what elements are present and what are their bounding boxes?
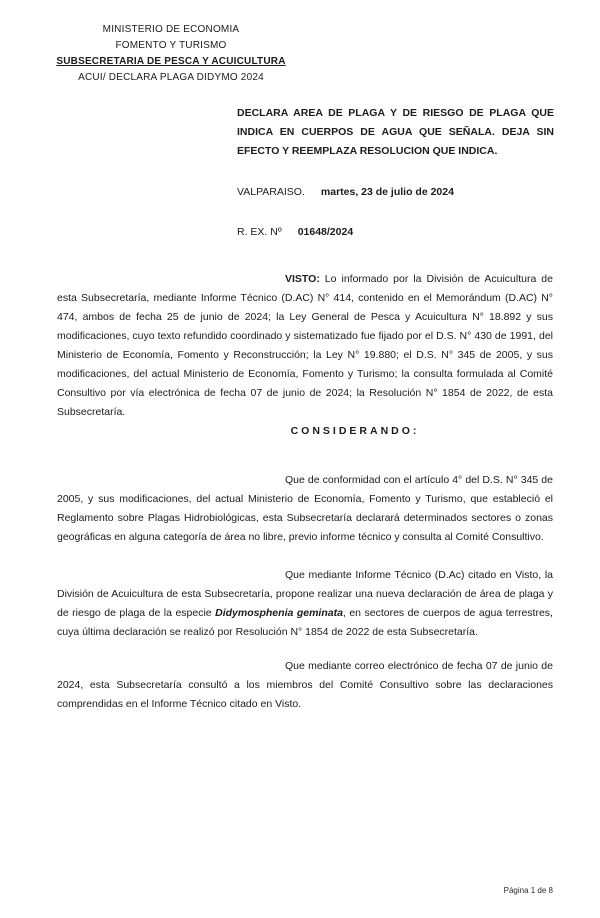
considerando-paragraph-1: Que de conformidad con el artículo 4° del D.S. N° 345 de 2005, y sus modificaciones, del actual Ministerio de Economía, Fomento y Turismo, que estableció el Reglamento sobre Plagas Hidrobiológicas, esta Subsecretaría declarará determinados sectores o zonas geográficas en alguna categoría de área no libre, previo informe técnico y consulta al Comité Consultivo. [57, 474, 553, 543]
page-number-indicator: Página 1 de 8 [503, 886, 553, 895]
dateline-city: VALPARAISO. [237, 186, 305, 198]
resolution-number-label: R. EX. Nº [237, 226, 282, 238]
resolution-number [237, 226, 353, 238]
visto-text: Lo informado por la División de Acuicultura de esta Subsecretaría, mediante Informe Técnico (D.AC) N° 414, contenido en el Memorándum (D.AC) N° 474, ambos de fecha 25 de junio de 2024; la Ley General de Pesca y Acuicultura N° 18.892 y sus modificaciones, cuyo texto refundido coordinado y sistematizado fue fijado por el D.S. N° 430 de 1991, del Ministerio de Economía, Fomento y Reconstrucción; la Ley N° 19.880; el D.S. N° 345 de 2005, y sus modificaciones, del actual Ministerio de Economía, Fomento y Turismo; la consulta formulada al Comité Consultivo por vía electrónica de fecha 07 de junio de 2024; la Resolución N° 1854 de 2022, de esta Subsecretaría. [57, 273, 553, 418]
visto-label: VISTO: [285, 273, 320, 285]
considerando-paragraph-2-pre: Que mediante Informe Técnico (D.Ac) citado en Visto, la División de Acuicultura de esta Subsecretaría, propone realizar una nueva declaración de área de plaga y de riesgo de plaga de la especie [57, 569, 553, 619]
resolution-number-value: 01648/2024 [297, 226, 354, 238]
considerando-paragraph-3: Que mediante correo electrónico de fecha 07 de junio de 2024, esta Subsecretaría consultó a los miembros del Comité Consultivo sobre las declaraciones comprendidas en el Informe Técnico citado en Visto. [57, 660, 553, 710]
visto-paragraph [57, 270, 553, 422]
letterhead-reference: ACUI/ DECLARA PLAGA DIDYMO 2024 [78, 72, 264, 83]
considerando-heading: CONSIDERANDO: [290, 425, 420, 437]
dateline-date: martes, 23 de julio de 2024 [320, 186, 454, 198]
letterhead-department: FOMENTO Y TURISMO [115, 40, 227, 51]
considerando-paragraph-2-post: , en sectores de cuerpos de agua terrestres, cuya última declaración se realizó por Resolución N° 1854 de 2022 de esta Subsecretaría. [57, 607, 553, 638]
letterhead [48, 22, 294, 86]
considerando-paragraph-2 [57, 566, 553, 642]
resolution-title: DECLARA AREA DE PLAGA Y DE RIESGO DE PLAGA QUE INDICA EN CUERPOS DE AGUA QUE SEÑALA. DEJA SIN EFECTO Y REEMPLAZA RESOLUCION QUE INDICA. [237, 107, 554, 157]
species-name: Didymosphenia geminata [215, 607, 343, 619]
letterhead-ministry: MINISTERIO DE ECONOMIA [102, 24, 240, 35]
letterhead-subsecretaria: SUBSECRETARIA DE PESCA Y ACUICULTURA [56, 56, 286, 67]
dateline [237, 186, 454, 198]
